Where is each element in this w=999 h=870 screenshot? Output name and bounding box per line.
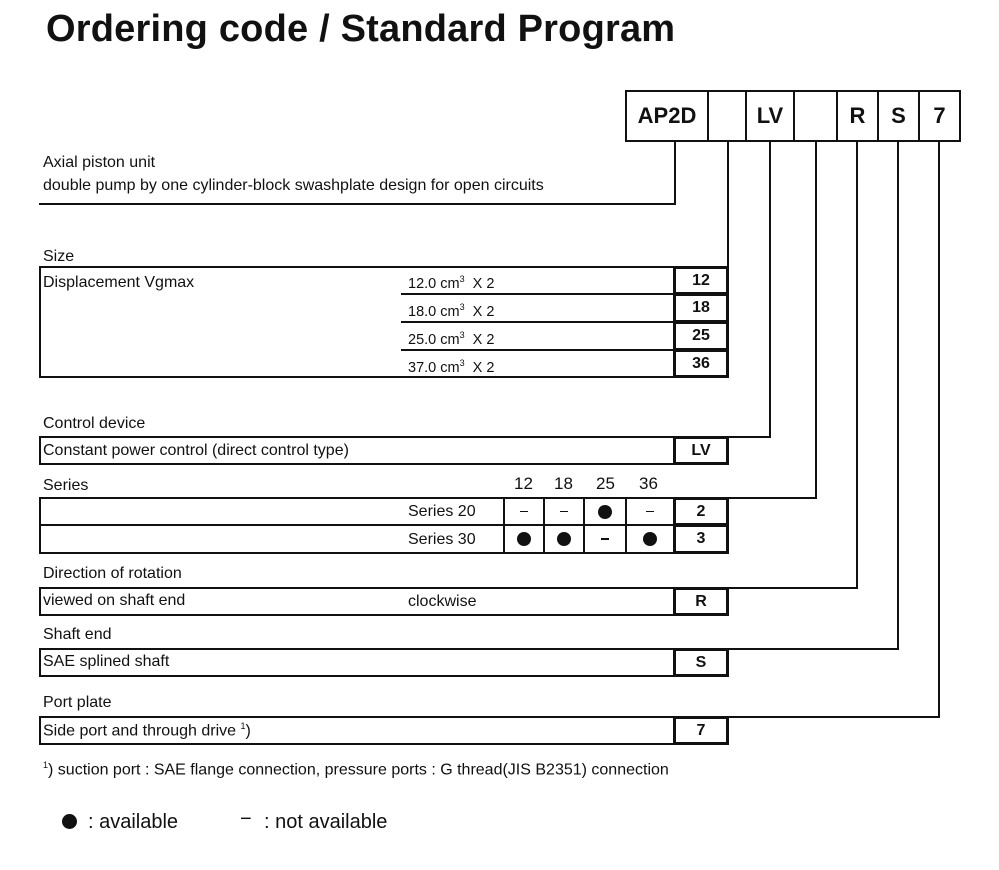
avail-s20-12 [503, 497, 545, 526]
code-cell-lv: LV [745, 90, 795, 142]
avail-s20-18 [543, 497, 585, 526]
leader-size [727, 141, 729, 267]
size-code-12: 12 [673, 266, 729, 295]
leader-rotation [856, 141, 858, 589]
port-heading: Port plate [43, 694, 112, 711]
code-cell-ap2d: AP2D [625, 90, 709, 142]
leader-shaft [897, 141, 899, 650]
series-20-label: Series 20 [408, 503, 476, 520]
shaft-heading: Shaft end [43, 626, 112, 643]
series-code-2: 2 [673, 497, 729, 526]
leader-shaft-h [727, 648, 899, 650]
control-code: LV [673, 436, 729, 465]
size-heading: Size [43, 248, 75, 265]
axial-line2: double pump by one cylinder-block swashplate design for open circuits [43, 177, 544, 194]
dot-icon [598, 505, 612, 519]
avail-s30-36 [625, 524, 675, 554]
size-value-18: 18.0 $cm^3$ X 2 [408, 302, 495, 320]
shaft-label: SAE splined shaft [43, 653, 170, 670]
size-value-12: 12.0 $cm^3$ X 2 [408, 274, 495, 292]
leader-ap2d [674, 141, 676, 205]
footnote: $^1$) suction port : SAE flange connection, pressure ports : G thread(JIS B2351) connection [43, 760, 669, 779]
dash-icon [601, 538, 609, 540]
dot-icon [557, 532, 571, 546]
leader-series-h [727, 497, 817, 499]
dash-icon [520, 511, 528, 513]
rotation-value: clockwise [408, 593, 477, 610]
series-col-12: 12 [514, 474, 533, 493]
size-label: Displacement Vgmax [43, 274, 195, 291]
code-cell-series [793, 90, 838, 142]
control-heading: Control device [43, 415, 146, 432]
leader-control-h [727, 436, 771, 438]
leader-port [938, 141, 940, 718]
code-cell-r: R [836, 90, 879, 142]
rotation-heading: Direction of rotation [43, 565, 182, 582]
port-code: 7 [673, 716, 729, 745]
dash-icon [646, 511, 654, 513]
series-col-25: 25 [596, 474, 615, 493]
size-code-36: 36 [673, 349, 729, 378]
series-30-label: Series 30 [408, 531, 476, 548]
legend-dot-icon [62, 814, 77, 834]
legend-dash-icon: − [240, 808, 252, 830]
series-heading: Series [43, 477, 89, 494]
size-code-25: 25 [673, 321, 729, 351]
series-col-18: 18 [554, 474, 573, 493]
axial-line1: Axial piston unit [43, 154, 156, 171]
code-cell-7: 7 [918, 90, 961, 142]
dot-icon [643, 532, 657, 546]
avail-s30-18 [543, 524, 585, 554]
leader-rotation-h [727, 587, 858, 589]
avail-s30-12 [503, 524, 545, 554]
dot-icon [517, 532, 531, 546]
code-cell-size [707, 90, 747, 142]
size-value-25: 25.0 $cm^3$ X 2 [408, 330, 495, 348]
rotation-label: viewed on shaft end [43, 592, 186, 609]
code-cell-s: S [877, 90, 920, 142]
control-label: Constant power control (direct control type) [43, 442, 349, 459]
size-value-36: 37.0 $cm^3$ X 2 [408, 358, 495, 376]
leader-control [769, 141, 771, 438]
leader-port-h [727, 716, 940, 718]
leader-series [815, 141, 817, 499]
size-code-18: 18 [673, 293, 729, 323]
avail-s20-25 [583, 497, 627, 526]
legend-not-available: : not available [264, 811, 388, 833]
port-label: Side port and through drive $^1$) [43, 721, 251, 740]
rotation-code: R [673, 587, 729, 616]
legend-available: : available [88, 811, 179, 833]
axial-underline [39, 203, 676, 205]
series-code-3: 3 [673, 524, 729, 554]
dash-icon [560, 511, 568, 513]
avail-s20-36 [625, 497, 675, 526]
shaft-code: S [673, 648, 729, 677]
series-col-36: 36 [639, 474, 658, 493]
avail-s30-25 [583, 524, 627, 554]
page-title: Ordering code / Standard Program [46, 8, 676, 50]
